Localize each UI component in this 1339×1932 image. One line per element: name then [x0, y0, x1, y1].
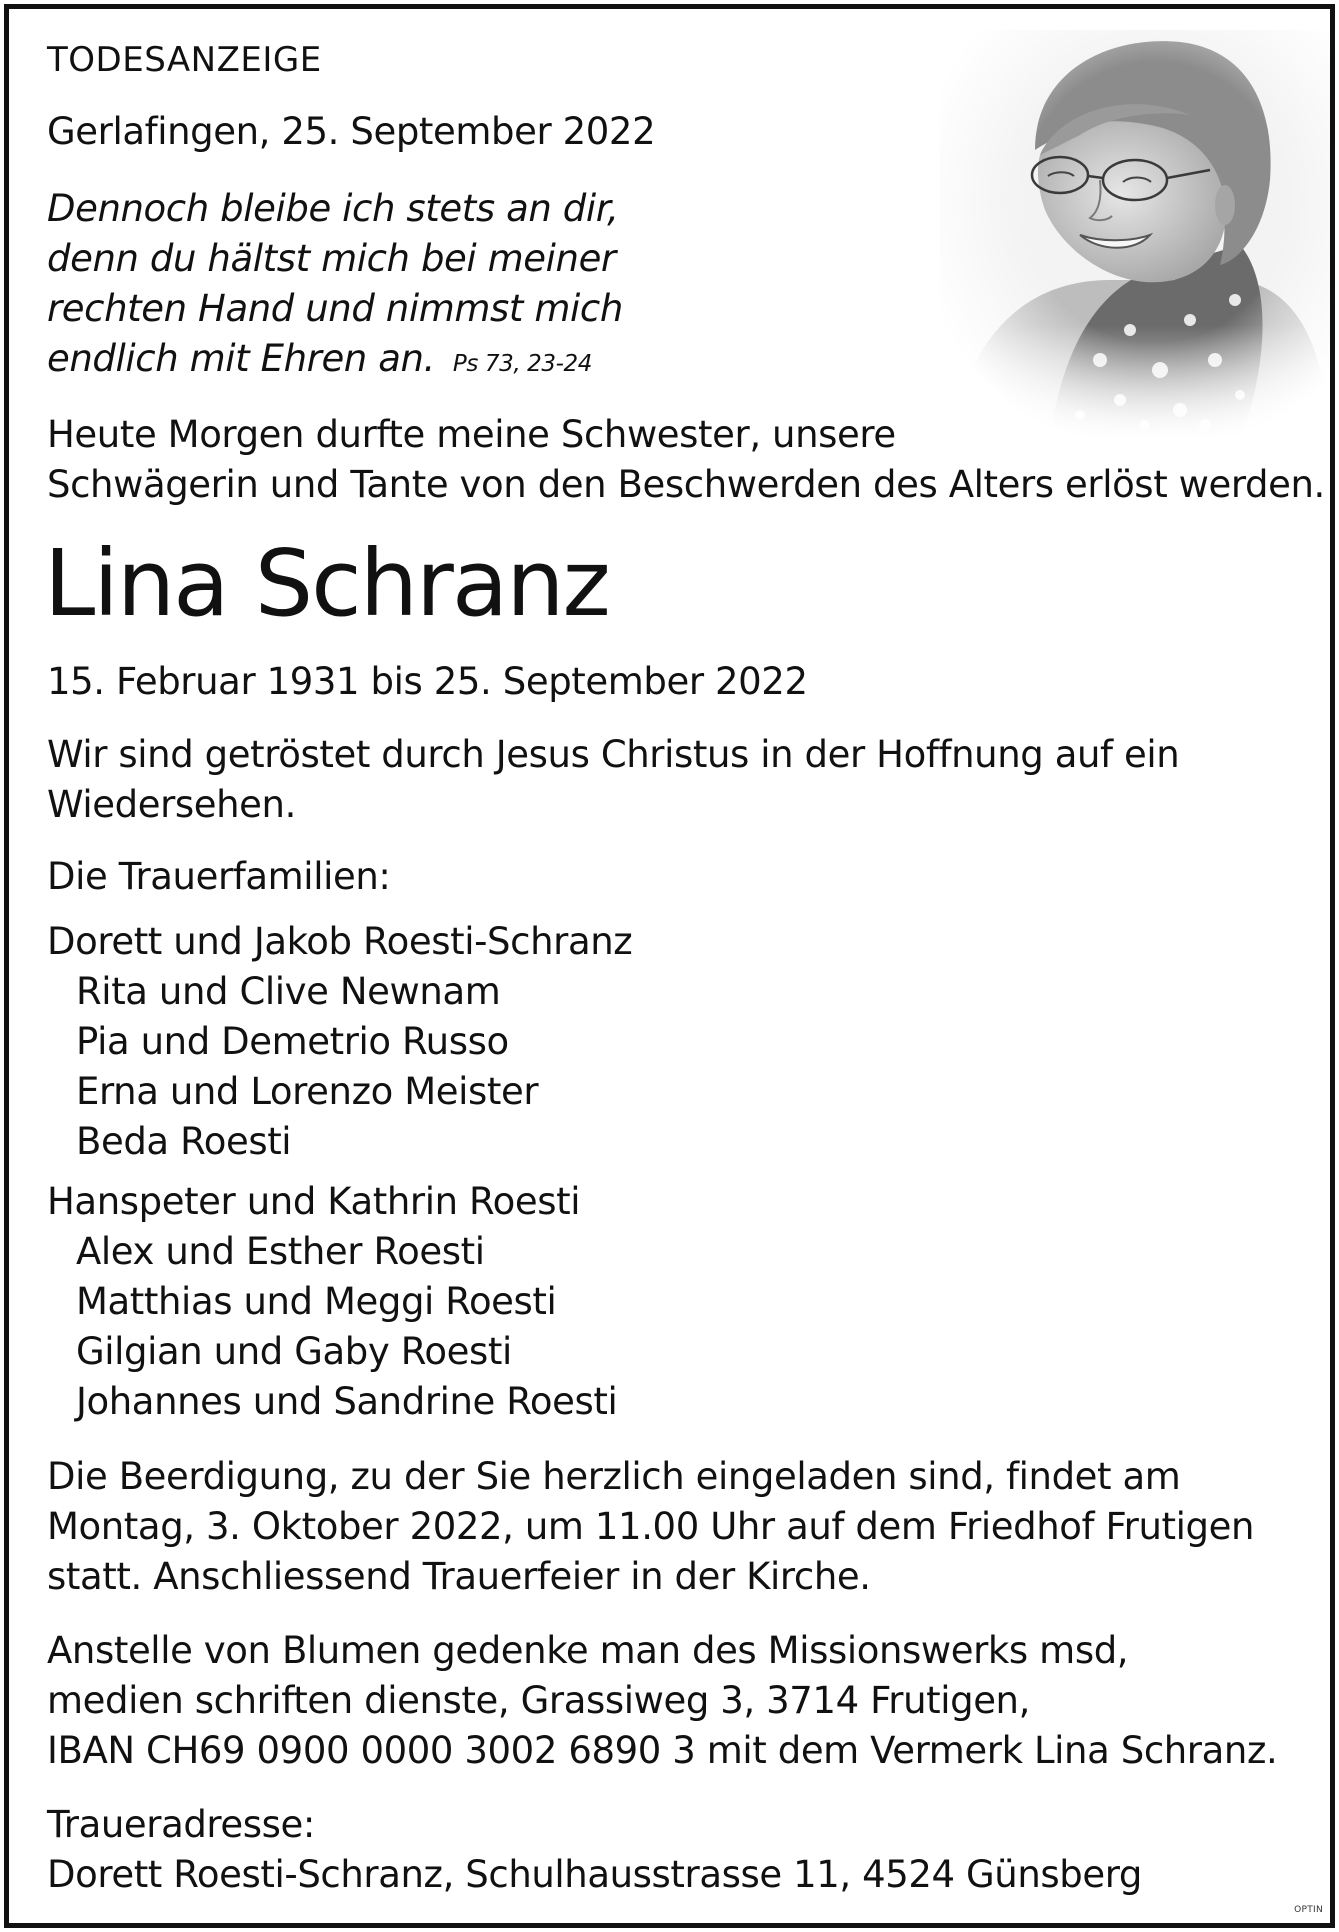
donation-line: Anstelle von Blumen gedenke man des Missionswerks msd, — [47, 1629, 1129, 1672]
family-member: Rita und Clive Newnam — [76, 970, 501, 1013]
donation-details — [47, 1626, 1277, 1776]
verse-line: rechten Hand und nimmst mich — [47, 287, 623, 330]
address-line: Dorett Roesti-Schranz, Schulhausstrasse 11, 4524 Günsberg — [47, 1853, 1142, 1896]
deceased-name: Lina Schranz — [44, 530, 609, 637]
verse-line: denn du hältst mich bei meiner — [47, 237, 616, 280]
family-member: Pia und Demetrio Russo — [76, 1020, 509, 1063]
families-label: Die Trauerfamilien: — [47, 855, 391, 898]
family-member: Gilgian und Gaby Roesti — [76, 1330, 512, 1373]
family-member: Erna und Lorenzo Meister — [76, 1070, 539, 1113]
donation-line: medien schriften dienste, Grassiweg 3, 3714 Frutigen, — [47, 1679, 1030, 1722]
mourning-address — [47, 1800, 1142, 1900]
family-member: Johannes und Sandrine Roesti — [76, 1380, 618, 1423]
funeral-details — [47, 1452, 1254, 1602]
verse-reference: Ps 73, 23-24 — [452, 351, 592, 377]
family-group — [47, 1177, 617, 1427]
footer-mark: OPTIN — [1294, 1905, 1323, 1915]
funeral-line: Montag, 3. Oktober 2022, um 11.00 Uhr auf dem Friedhof Frutigen — [47, 1505, 1255, 1548]
portrait-photo — [940, 30, 1330, 440]
intro-text — [47, 410, 1325, 510]
donation-line: IBAN CH69 0900 0000 3002 6890 3 mit dem Vermerk Lina Schranz. — [47, 1729, 1278, 1772]
intro-line: Schwägerin und Tante von den Beschwerden des Alters erlöst werden. — [47, 463, 1325, 506]
verse-line: Dennoch bleibe ich stets an dir, — [47, 187, 619, 230]
family-head: Hanspeter und Kathrin Roesti — [47, 1180, 581, 1223]
family-group — [47, 917, 632, 1167]
intro-line: Heute Morgen durfte meine Schwester, unsere — [47, 413, 896, 456]
family-member: Matthias und Meggi Roesti — [76, 1280, 557, 1323]
family-head: Dorett und Jakob Roesti-Schranz — [47, 920, 633, 963]
place-date: Gerlafingen, 25. September 2022 — [47, 110, 656, 153]
funeral-line: Die Beerdigung, zu der Sie herzlich eingeladen sind, findet am — [47, 1455, 1181, 1498]
family-member: Alex und Esther Roesti — [76, 1230, 485, 1273]
verse-line: endlich mit Ehren an. — [47, 337, 435, 380]
family-member: Beda Roesti — [76, 1120, 292, 1163]
comfort-line: Wir sind getröstet durch Jesus Christus in der Hoffnung auf ein — [47, 733, 1180, 776]
comfort-line: Wiedersehen. — [47, 783, 296, 826]
lifespan: 15. Februar 1931 bis 25. September 2022 — [47, 660, 808, 703]
bible-verse — [47, 184, 623, 389]
funeral-line: statt. Anschliessend Trauerfeier in der Kirche. — [47, 1555, 871, 1598]
notice-label: TODESANZEIGE — [47, 40, 322, 80]
address-label: Traueradresse: — [47, 1803, 315, 1846]
comfort-text — [47, 730, 1179, 830]
